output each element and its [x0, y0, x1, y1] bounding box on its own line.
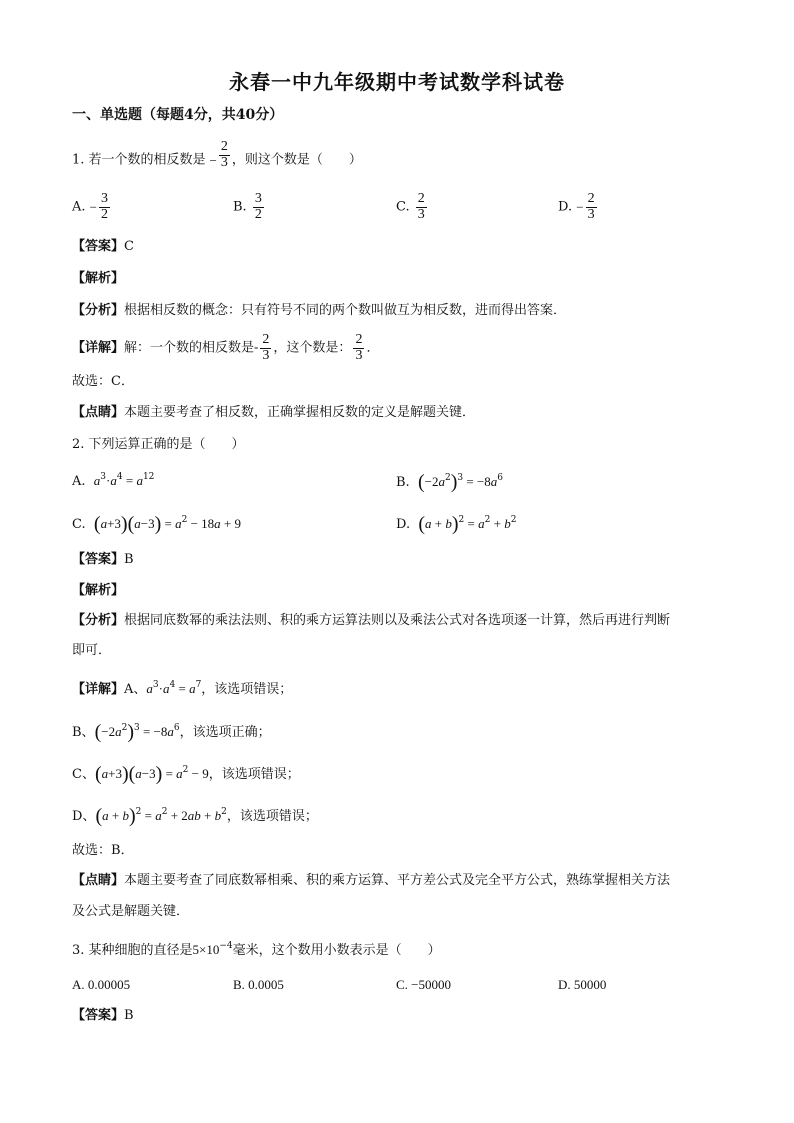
q1-stem-fraction: $\frac{2}{3}$ — [220, 139, 228, 170]
q1-choose: 故选：C． — [72, 374, 134, 389]
q2-detail-a: 【详解】A、$a^3\cdot a^4 = a^7$，该选项错误； — [72, 680, 293, 697]
q1-option-a: A. − $\frac{3}{2}$ — [72, 191, 109, 222]
q1-option-c: C. $\frac{2}{3}$ — [396, 191, 425, 222]
q1-answer: 【答案】C — [72, 239, 134, 254]
q2-comment-line1: 【点睛】本题主要考查了同底数幂相乘、积的乘方运算、平方差公式及完全平方公式，熟练掌握相关方法 — [72, 873, 671, 888]
q1-fenxi: 【分析】根据相反数的概念：只有符号不同的两个数叫做互为相反数，进而得出答案． — [72, 303, 567, 318]
q1-option-d: D. − $\frac{2}{3}$ — [558, 191, 595, 222]
q1-comment: 【点睛】本题主要考查了相反数，正确掌握相反数的定义是解题关键． — [72, 405, 476, 420]
q3-option-c: C. −50000 — [396, 977, 452, 992]
q2-analysis-label: 【解析】 — [72, 583, 125, 598]
q2-detail-d: D、$(a + b)^2 = a^2 + 2ab + b^2$，该选项错误； — [72, 805, 318, 827]
q3-answer: 【答案】B — [72, 1008, 134, 1023]
q2-fenxi-line2: 即可． — [72, 643, 112, 658]
q2-option-b: B. $(-2a^2)^3 = -8a^6$ — [396, 471, 504, 493]
q3-option-d: D. 50000 — [558, 977, 607, 992]
page-title: 永春一中九年级期中考试数学科试卷 — [229, 70, 565, 94]
q2-stem: 2. 下列运算正确的是（ ） — [72, 437, 245, 452]
q2-detail-b: B、$(-2a^2)^3 = -8a^6$，该选项正确； — [72, 721, 271, 743]
q3-option-b: B. 0.0005 — [233, 977, 284, 992]
q2-choose: 故选：B． — [72, 843, 134, 858]
q2-answer: 【答案】B — [72, 552, 134, 567]
q1-analysis-label: 【解析】 — [72, 271, 125, 286]
q2-option-a: A. $a^3\cdot a^4 = a^{12}$ — [72, 472, 155, 489]
q3-stem: 3. 某种细胞的直径是$5\times 10^{-4}$毫米，这个数用小数表示是（ ） — [72, 941, 441, 958]
q2-fenxi-line1: 【分析】根据同底数幂的乘法法则、积的乘方运算法则以及乘法公式对各选项逐一计算，然后再进行判断 — [72, 613, 671, 628]
q2-detail-c: C、$(a+3)(a-3) = a^2 - 9$，该选项错误； — [72, 763, 300, 785]
q3-option-a: A. 0.00005 — [72, 977, 131, 992]
q1-option-b: B. $\frac{3}{2}$ — [233, 191, 262, 222]
q1-detail: 【详解】解：一个数的相反数是- $\frac{2}{3}$ ，这个数是： $\frac{2}{3}$ ． — [72, 332, 380, 363]
q2-option-c: C. $(a+3)(a-3) = a^2 - 18a + 9$ — [72, 513, 242, 535]
section-heading: 一、单选题（每题4分，共40分） — [72, 107, 284, 123]
q2-option-d: D. $(a + b)^2 = a^2 + b^2$ — [396, 513, 517, 535]
q1-stem: 1. 若一个数的相反数是 − $\frac{2}{3}$ ，则这个数是（ ） — [72, 139, 362, 170]
q2-comment-line2: 及公式是解题关键． — [72, 904, 190, 919]
